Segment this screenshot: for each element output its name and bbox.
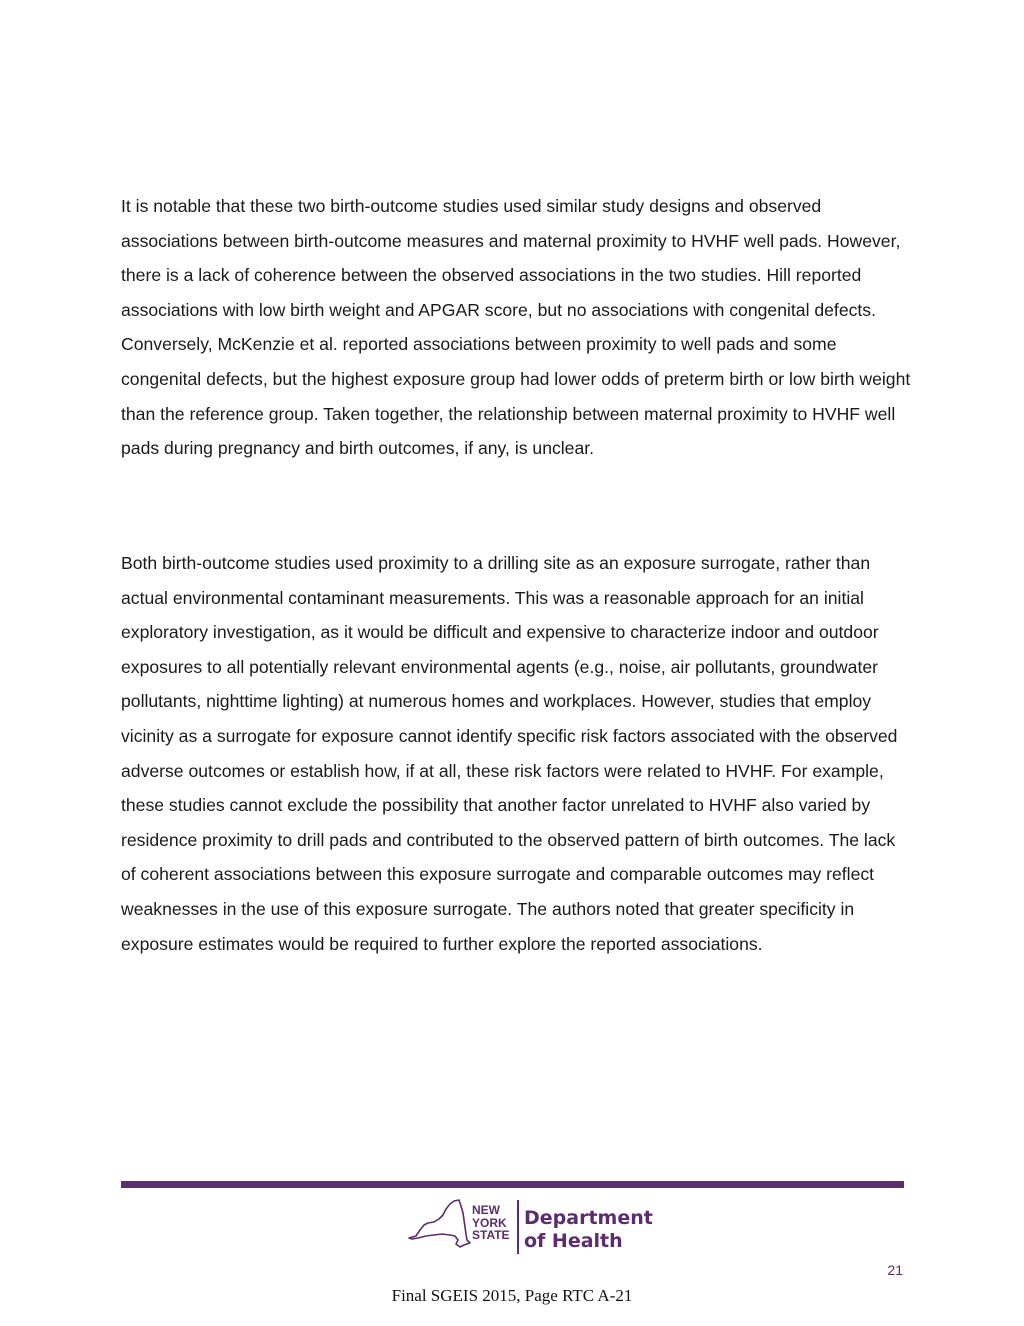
page-number: 21	[887, 1262, 903, 1278]
paragraph-1	[121, 189, 911, 466]
logo-state-line: STATE	[472, 1228, 510, 1242]
logo-divider	[517, 1200, 519, 1254]
logo-state-line: NEW	[472, 1203, 500, 1217]
nys-department-of-health-logo	[406, 1192, 666, 1264]
logo-dept-line: of Health	[524, 1230, 623, 1252]
paragraph-text: Both birth-outcome studies used proximity to a drilling site as an exposure surrogate, rather than actual environmental contaminant measurements. This was a reasonable approach for an initial exploratory investigation, as it would be difficult and expensive to characterize indoor and outdoor exposures to all potentially relevant environmental agents (e.g., noise, air pollutants, groundwater pollutants, nighttime lighting) at numerous homes and workplaces. However, studies that employ vicinity as a surrogate for exposure cannot identify specific risk factors associated with the observed adverse outcomes or establish how, if at all, these risk factors were related to HVHF. For example, these studies cannot exclude the possibility that another factor unrelated to HVHF also varied by residence proximity to drill pads and contributed to the observed pattern of birth outcomes. The lack of coherent associations between this exposure surrogate and comparable outcomes may reflect weaknesses in the use of this exposure surrogate. The authors noted that greater specificity in exposure estimates would be required to further explore the reported associations.	[121, 553, 898, 954]
logo-department-wordmark	[524, 1207, 653, 1253]
logo-state-wordmark	[472, 1204, 510, 1242]
footer-note: Final SGEIS 2015, Page RTC A-21	[391, 1286, 633, 1305]
new-york-state-outline-icon	[406, 1192, 472, 1254]
logo-dept-line: Department	[524, 1207, 653, 1229]
paragraph-text: It is notable that these two birth-outcome studies used similar study designs and observed associations between birth-outcome measures and maternal proximity to HVHF well pads. However, there is a lack of coherence between the observed associations in the two studies. Hill reported associations with low birth weight and APGAR score, but no associations with congenital defects. Conversely, McKenzie et al. reported associations between proximity to well pads and some congenital defects, but the highest exposure group had lower odds of preterm birth or low birth weight than the reference group. Taken together, the relationship between maternal proximity to HVHF well pads during pregnancy and birth outcomes, if any, is unclear.	[121, 196, 911, 459]
footer-divider-bar	[121, 1181, 904, 1188]
paragraph-2	[121, 546, 911, 961]
logo-state-line: YORK	[472, 1215, 507, 1230]
